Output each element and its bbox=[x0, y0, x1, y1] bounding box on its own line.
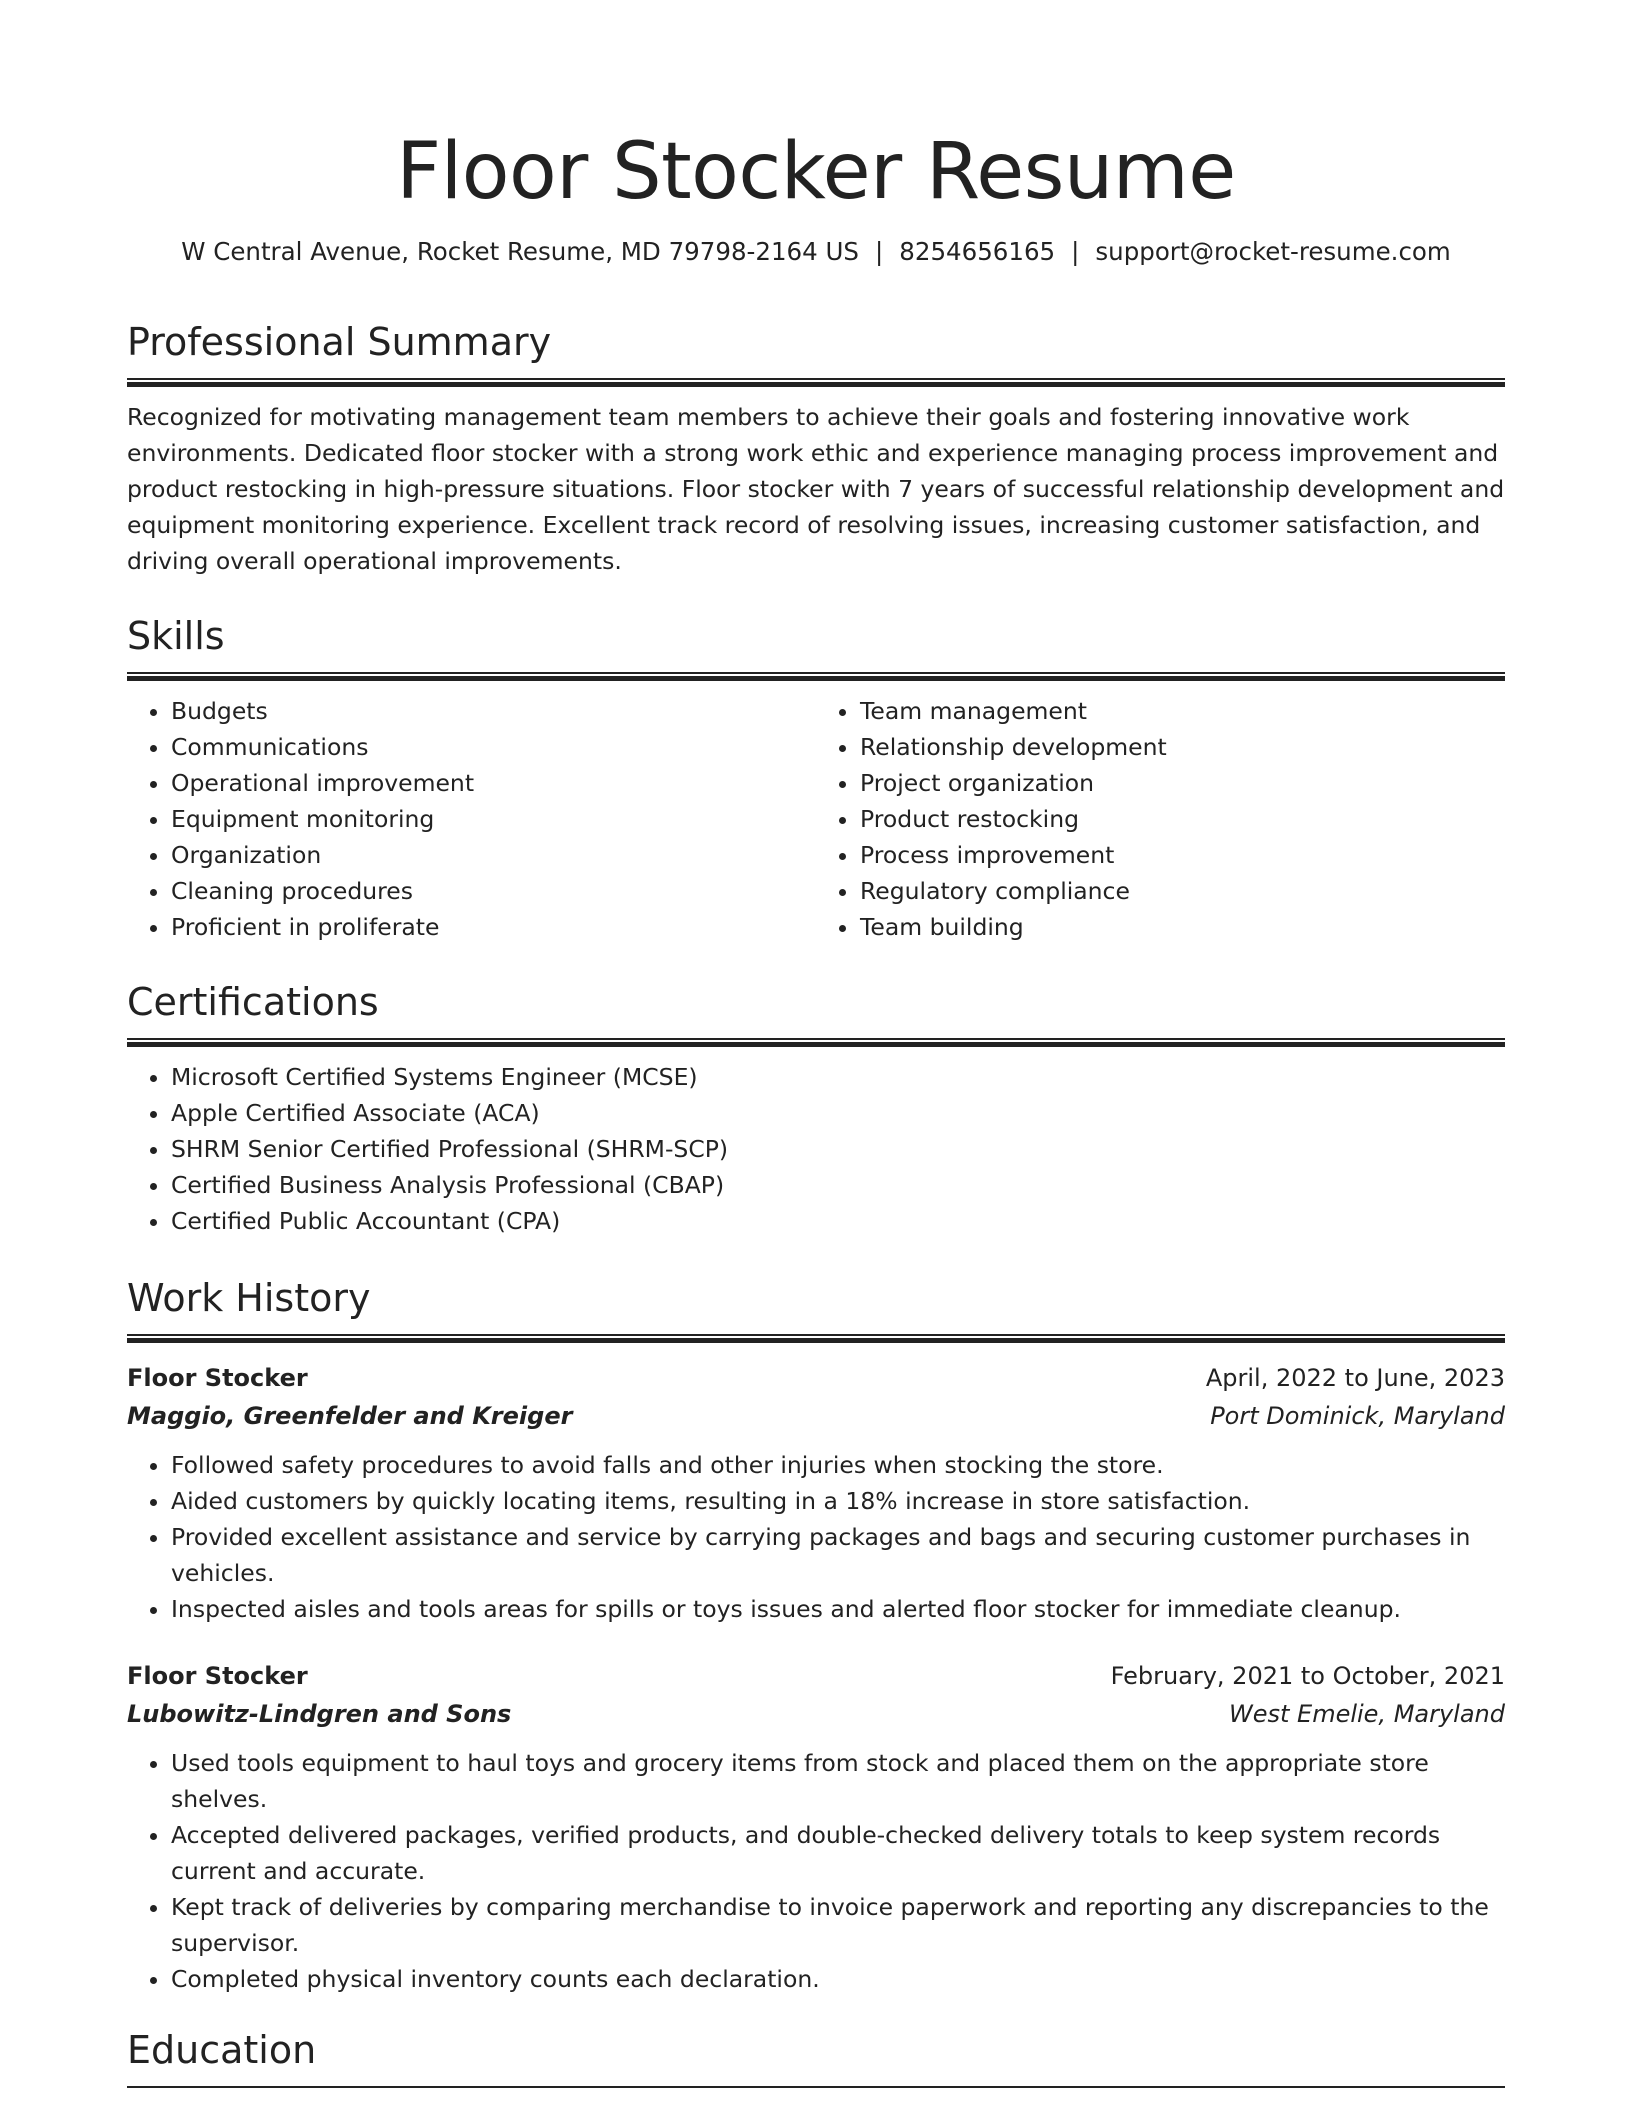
job-company: Maggio, Greenfelder and Kreiger bbox=[127, 1402, 573, 1430]
section-heading: Work History bbox=[127, 1276, 371, 1320]
list-item: • Communications bbox=[171, 729, 816, 765]
list-item: • Equipment monitoring bbox=[171, 801, 816, 837]
section-divider bbox=[127, 2086, 1505, 2088]
section-divider bbox=[127, 672, 1505, 681]
section-heading: Certifications bbox=[127, 980, 379, 1024]
list-item: • Operational improvement bbox=[171, 765, 816, 801]
list-item: • Aided customers by quickly locating items, resulting in a 18% increase in store satisfaction. bbox=[171, 1483, 1505, 1519]
list-item: • Microsoft Certified Systems Engineer (MCSE) bbox=[171, 1059, 1505, 1095]
education-section bbox=[127, 2026, 1505, 2088]
job-entry bbox=[127, 1359, 1505, 1627]
list-item: • Kept track of deliveries by comparing merchandise to invoice paperwork and reporting any discrepancies to the supervisor. bbox=[171, 1889, 1505, 1961]
skills-section bbox=[127, 612, 1505, 945]
list-item: • SHRM Senior Certified Professional (SHRM-SCP) bbox=[171, 1131, 1505, 1167]
job-duties-list bbox=[127, 1745, 1505, 1997]
section-divider bbox=[127, 1038, 1505, 1047]
summary-text: Recognized for motivating management team members to achieve their goals and fostering innovative work environments. Dedicated floor stocker with a strong work ethic and experience managing process improvement and product restocking in high-pressure situations. Floor stocker with 7 years of successful relationship development and equipment monitoring experience. Excellent track record of resolving issues, increasing customer satisfaction, and driving overall operational improvements. bbox=[127, 403, 1505, 575]
job-header bbox=[127, 1359, 1505, 1397]
list-item: • Provided excellent assistance and service by carrying packages and bags and securing customer purchases in vehicles. bbox=[171, 1519, 1505, 1591]
list-item: • Relationship development bbox=[860, 729, 1505, 765]
job-entry bbox=[127, 1657, 1505, 1997]
list-item: • Regulatory compliance bbox=[860, 873, 1505, 909]
job-subheader bbox=[127, 1397, 1505, 1435]
contact-phone: 8254656165 bbox=[899, 237, 1056, 266]
section-divider bbox=[127, 378, 1505, 387]
job-dates: April, 2022 to June, 2023 bbox=[1205, 1364, 1505, 1392]
skills-list-left bbox=[127, 693, 816, 945]
list-item: • Used tools equipment to haul toys and grocery items from stock and placed them on the appropriate store shelves. bbox=[171, 1745, 1505, 1817]
work-history-section bbox=[127, 1274, 1505, 1997]
job-header bbox=[127, 1657, 1505, 1695]
job-subheader bbox=[127, 1695, 1505, 1733]
job-title: Floor Stocker bbox=[127, 1662, 308, 1690]
list-item: • Budgets bbox=[171, 693, 816, 729]
section-heading: Professional Summary bbox=[127, 320, 552, 364]
section-heading: Education bbox=[127, 2028, 317, 2072]
list-item: • Apple Certified Associate (ACA) bbox=[171, 1095, 1505, 1131]
skills-list-right bbox=[816, 693, 1505, 945]
contact-line bbox=[127, 236, 1505, 268]
section-divider bbox=[127, 1334, 1505, 1343]
list-item: • Organization bbox=[171, 837, 816, 873]
list-item: • Certified Public Accountant (CPA) bbox=[171, 1203, 1505, 1239]
job-company: Lubowitz-Lindgren and Sons bbox=[127, 1700, 512, 1728]
job-title: Floor Stocker bbox=[127, 1364, 308, 1392]
skills-grid bbox=[127, 681, 1505, 945]
contact-email: support@rocket-resume.com bbox=[1095, 237, 1451, 266]
job-dates: February, 2021 to October, 2021 bbox=[1110, 1662, 1505, 1690]
list-item: • Inspected aisles and tools areas for spills or toys issues and alerted floor stocker for immediate cleanup. bbox=[171, 1591, 1505, 1627]
list-item: • Accepted delivered packages, verified products, and double-checked delivery totals to keep system records current and accurate. bbox=[171, 1817, 1505, 1889]
contact-separator: | bbox=[875, 237, 884, 266]
list-item: • Process improvement bbox=[860, 837, 1505, 873]
list-item: • Proficient in proliferate bbox=[171, 909, 816, 945]
certifications-section bbox=[127, 978, 1505, 1239]
list-item: • Completed physical inventory counts each declaration. bbox=[171, 1961, 1505, 1997]
job-duties-list bbox=[127, 1447, 1505, 1627]
list-item: • Team building bbox=[860, 909, 1505, 945]
certifications-list bbox=[127, 1059, 1505, 1239]
list-item: • Cleaning procedures bbox=[171, 873, 816, 909]
list-item: • Followed safety procedures to avoid falls and other injuries when stocking the store. bbox=[171, 1447, 1505, 1483]
contact-separator: | bbox=[1071, 237, 1080, 266]
list-item: • Team management bbox=[860, 693, 1505, 729]
job-location: Port Dominick, Maryland bbox=[1210, 1402, 1505, 1430]
summary-section bbox=[127, 318, 1505, 579]
job-location: West Emelie, Maryland bbox=[1228, 1700, 1505, 1728]
list-item: • Project organization bbox=[860, 765, 1505, 801]
contact-address: W Central Avenue, Rocket Resume, MD 79798-2164 US bbox=[181, 237, 859, 266]
section-heading: Skills bbox=[127, 614, 225, 658]
list-item: • Certified Business Analysis Professional (CBAP) bbox=[171, 1167, 1505, 1203]
resume-title: Floor Stocker Resume bbox=[396, 127, 1236, 217]
list-item: • Product restocking bbox=[860, 801, 1505, 837]
